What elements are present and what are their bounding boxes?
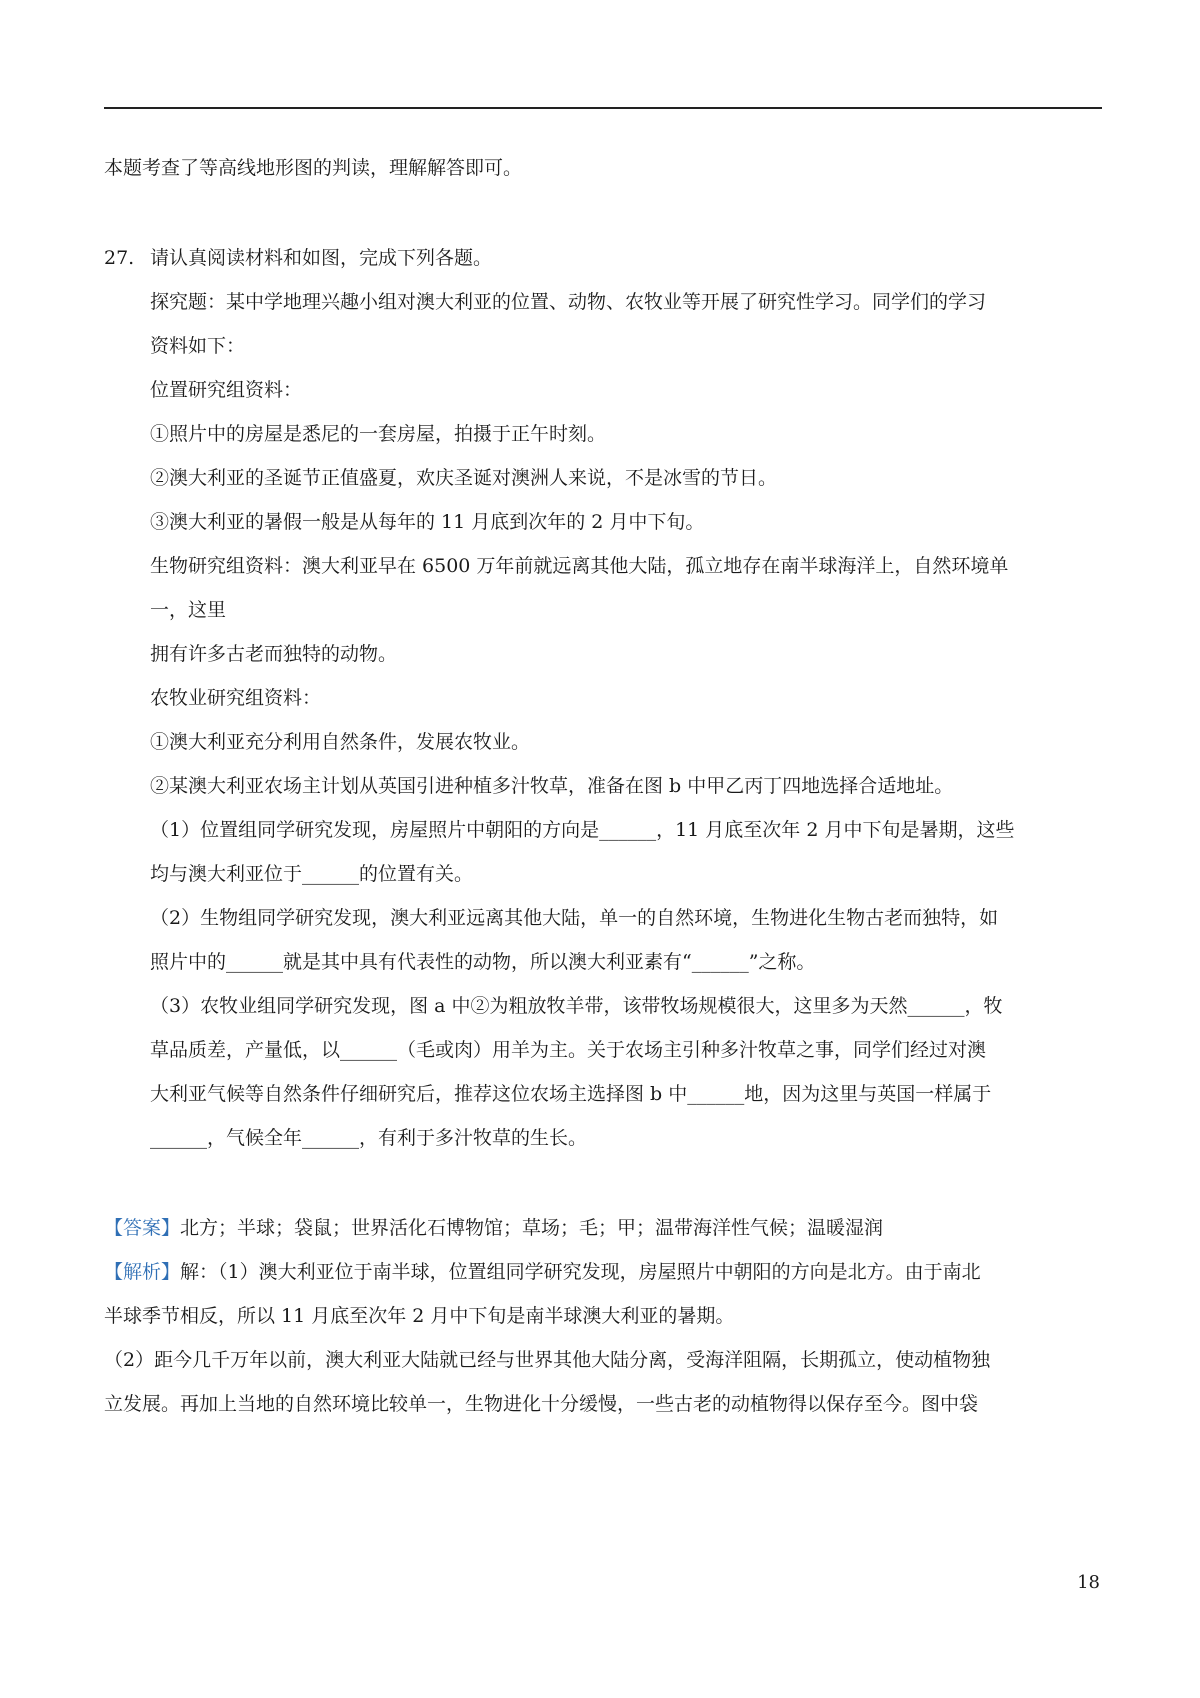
question-prompt: 请认真阅读材料和如图，完成下列各题。 — [150, 247, 493, 269]
material-line: ①照片中的房屋是悉尼的一套房屋，拍摄于正午时刻。 — [150, 423, 607, 445]
subquestion-line: （2）生物组同学研究发现，澳大利亚远离其他大陆，单一的自然环境，生物进化生物古老而独特，如 — [150, 907, 999, 929]
analysis-line — [104, 1260, 981, 1284]
subquestion-line: 均与澳大利亚位于______的位置有关。 — [150, 863, 474, 885]
material-line: ③澳大利亚的暑假一般是从每年的 11 月底到次年的 2 月中下旬。 — [150, 511, 705, 533]
analysis-line: 立发展。再加上当地的自然环境比较单一，生物进化十分缓慢，一些古老的动植物得以保存至今。图中袋 — [104, 1393, 979, 1415]
material-line: 探究题：某中学地理兴趣小组对澳大利亚的位置、动物、农牧业等开展了研究性学习。同学们的学习 — [150, 291, 987, 313]
intro-text: 本题考查了等高线地形图的判读，理解解答即可。 — [104, 157, 523, 179]
subquestion-line: （1）位置组同学研究发现，房屋照片中朝阳的方向是______，11 月底至次年 2 月中下旬是暑期，这些 — [150, 819, 1015, 841]
material-line: 位置研究组资料： — [150, 379, 303, 401]
subquestion-line: 大利亚气候等自然条件仔细研究后，推荐这位农场主选择图 b 中______地，因为这里与英国一样属于 — [150, 1083, 992, 1105]
question-number: 27. — [104, 247, 135, 269]
answer-text: 北方；半球；袋鼠；世界活化石博物馆；草场；毛；甲；温带海洋性气候；温暖湿润 — [180, 1217, 884, 1239]
analysis-line: 半球季节相反，所以 11 月底至次年 2 月中下旬是南半球澳大利亚的暑期。 — [104, 1305, 735, 1327]
analysis-label: 【解析】 — [104, 1261, 181, 1283]
material-line: 资料如下： — [150, 335, 246, 357]
analysis-text: 解：（1）澳大利亚位于南半球，位置组同学研究发现，房屋照片中朝阳的方向是北方。由于南北 — [180, 1261, 981, 1283]
header-rule — [104, 107, 1102, 109]
subquestion-line: 照片中的______就是其中具有代表性的动物，所以澳大利亚素有“______”之称。 — [150, 951, 816, 973]
subquestion-line: （3）农牧业组同学研究发现，图 a 中②为粗放牧羊带，该带牧场规模很大，这里多为天然______，牧 — [150, 995, 1003, 1017]
page-number: 18 — [1077, 1572, 1100, 1593]
material-line: ②澳大利亚的圣诞节正值盛夏，欢庆圣诞对澳洲人来说，不是冰雪的节日。 — [150, 467, 778, 489]
material-line: 生物研究组资料：澳大利亚早在 6500 万年前就远离其他大陆，孤立地存在南半球海洋上，自然环境单 — [150, 555, 1009, 577]
material-line: ①澳大利亚充分利用自然条件，发展农牧业。 — [150, 731, 531, 753]
material-line: 农牧业研究组资料： — [150, 687, 322, 709]
material-line: 拥有许多古老而独特的动物。 — [150, 643, 398, 665]
subquestion-line: ______，气候全年______，有利于多汁牧草的生长。 — [150, 1127, 588, 1149]
material-line: ②某澳大利亚农场主计划从英国引进种植多汁牧草，准备在图 b 中甲乙丙丁四地选择合适地址。 — [150, 775, 954, 797]
subquestion-line: 草品质差，产量低，以______（毛或肉）用羊为主。关于农场主引种多汁牧草之事，同学们经过对澳 — [150, 1039, 987, 1061]
answer-line — [104, 1216, 883, 1240]
analysis-line: （2）距今几千万年以前，澳大利亚大陆就已经与世界其他大陆分离，受海洋阻隔，长期孤立，使动植物独 — [104, 1349, 991, 1371]
material-line: 一，这里 — [150, 599, 227, 621]
answer-label: 【答案】 — [104, 1217, 181, 1239]
